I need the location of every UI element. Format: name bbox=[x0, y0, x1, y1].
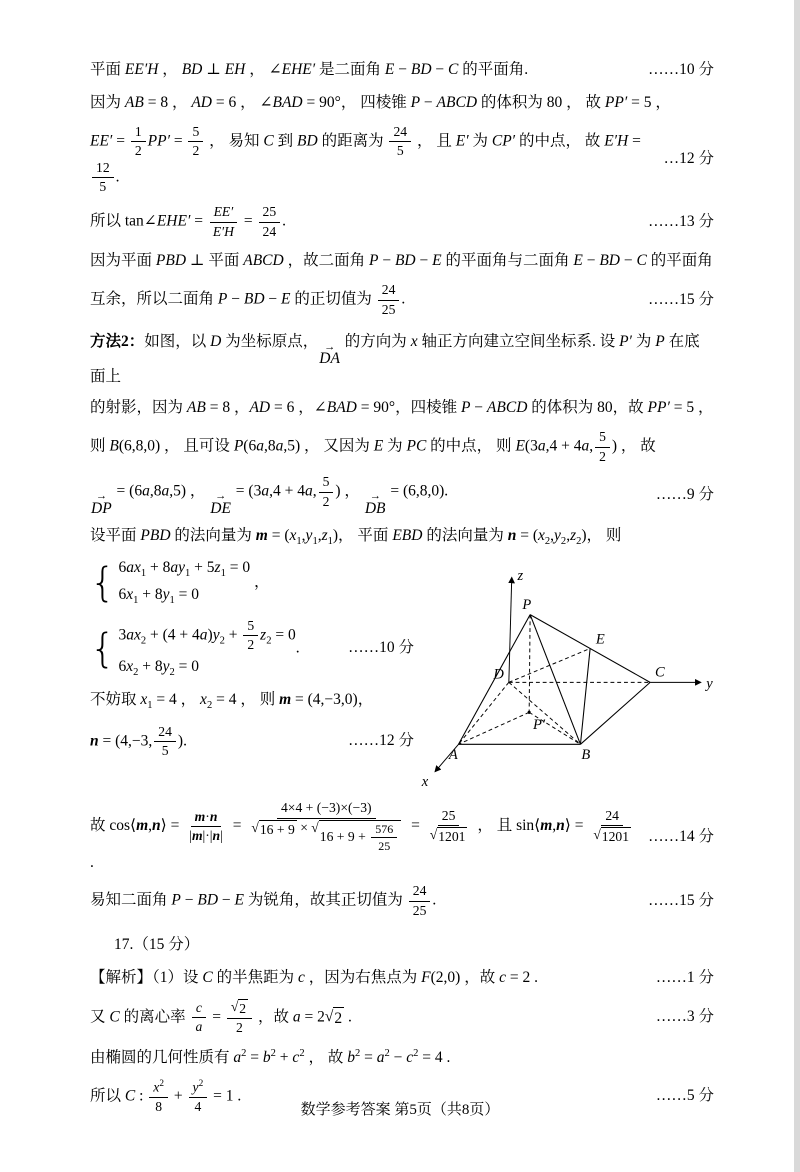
pyramid-diagram bbox=[414, 562, 714, 794]
math-text: 互余，所以二面角 P − BD − E 的正切值为 $\frac{24}{25}$ . bbox=[90, 282, 406, 317]
math-text: 所以 C : $\frac{x^2}{8}$ + $\frac{y^2}{4}$ = 1 . bbox=[90, 1078, 242, 1114]
vertex-label-P-prime: P′ bbox=[533, 716, 546, 733]
dashed-edges bbox=[459, 615, 651, 745]
vertex-label-D: D bbox=[493, 666, 504, 683]
score-mark: ……13 分 bbox=[648, 212, 714, 230]
equation-column bbox=[90, 558, 414, 794]
score-mark: ……10 分 bbox=[348, 639, 414, 657]
answer-line bbox=[90, 396, 714, 420]
math-text: 平面 EE′H ， BD ⊥ EH ， ∠EHE′ 是二面角 E − BD − C 的平面角. bbox=[90, 60, 529, 78]
score-mark: ……15 分 bbox=[648, 290, 714, 308]
answer-line-method2 bbox=[90, 332, 714, 388]
answer-line bbox=[90, 58, 714, 82]
axis-label-x: x bbox=[421, 774, 429, 791]
score-mark: ……12 分 bbox=[348, 732, 414, 750]
page-footer: 数学参考答案 第5页（共8页） bbox=[300, 1102, 500, 1118]
page-edge-strip bbox=[794, 0, 800, 1172]
score-mark: ……15 分 bbox=[648, 891, 714, 909]
math-text: 17.（15 分） bbox=[114, 935, 200, 953]
answer-line-jiexi bbox=[90, 966, 714, 990]
solid-edges bbox=[459, 615, 651, 745]
score-mark: ……10 分 bbox=[648, 60, 714, 78]
vertex-label-P: P bbox=[522, 596, 532, 613]
answer-line bbox=[90, 883, 714, 919]
score-mark: ……9 分 bbox=[655, 485, 714, 503]
math-text: n = (4,−3, $\frac{24}{5}$ ). bbox=[90, 723, 187, 759]
answer-line bbox=[90, 724, 414, 760]
answer-line bbox=[90, 91, 714, 115]
math-text: 易知二面角 P − BD − E 为锐角，故其正切值为 $\frac{24}{25}$ . bbox=[90, 883, 437, 918]
math-text: 方法2：如图，以 D 为坐标原点， → DA 的方向为 x 轴正方向建立空间坐标系. 设 P′ 为 P 在底面上 bbox=[90, 332, 700, 385]
math-text: 故 cos⟨m,n⟩ = $\frac{m\cdot n}{|m|\cdot|n|}$ = 4×4 + (−3)×(−3) √ 16 + 9 × √ 16 + 9 + $\frac{576}{25}$ = 25 √ 1201 ， 且 sin⟨m,n⟩ = 24 √ 1201 . bbox=[90, 800, 630, 872]
answer-line bbox=[90, 124, 714, 195]
math-text: { $3ax_2 + (4 + 4a)y_2$ + $\frac{5}{2}$ $z_2 = 0$ $6x_2 + 8y_2 = 0$ . bbox=[90, 617, 300, 678]
math-text: 所以 tan∠EHE′ = $\frac{EE'}{E'H}$ = $\frac{25}{24}$ . bbox=[90, 204, 286, 239]
math-text: 因为 AB = 8 ， AD = 6 ， ∠BAD = 90°， 四棱锥 P − ABCD 的体积为 80 ， 故 PP′ = 5 ， bbox=[90, 93, 671, 111]
foot-point bbox=[528, 711, 531, 714]
math-text: 【解析】（1）设 C 的半焦距为 c ，因为右焦点为 F(2,0) ，故 c = 2 . bbox=[90, 968, 538, 986]
vertex-labels bbox=[421, 568, 714, 790]
score-mark: ……3 分 bbox=[655, 1008, 714, 1026]
math-text: → DP = (6a,8a,5) ， → DE = (3a,4 + 4a, $\frac{5}{2}$ ) ， → DB = (6,8,0). bbox=[91, 474, 449, 517]
vertex-label-B: B bbox=[581, 746, 591, 763]
axis-label-y: y bbox=[706, 676, 713, 693]
answer-line bbox=[90, 1046, 714, 1070]
vertex-label-C: C bbox=[654, 664, 665, 681]
math-text: { $6ax_1 + 8ay_1 + 5z_1 = 0$ $6x_1 + 8y_1 = 0$ ， bbox=[90, 559, 270, 607]
math-text: 的射影，因为 AB = 8 ，AD = 6 ，∠BAD = 90°，四棱锥 P − ABCD 的体积为 80，故 PP′ = 5 ， bbox=[90, 398, 714, 416]
answer-line-cos bbox=[90, 800, 714, 874]
score-mark: ……1 分 bbox=[655, 968, 714, 986]
answer-line bbox=[90, 999, 714, 1037]
answer-line bbox=[90, 690, 414, 714]
diagram-column bbox=[414, 558, 714, 794]
answer-line bbox=[90, 474, 714, 516]
answer-line bbox=[90, 204, 714, 240]
answer-line bbox=[90, 282, 714, 318]
score-mark: ……5 分 bbox=[655, 1087, 714, 1105]
axis-label-z: z bbox=[517, 567, 524, 584]
math-text: 由椭圆的几何性质有 $a^2 = b^2 + c^2$ ， 故 $b^2 = a^2 - c^2 = 4$ . bbox=[90, 1047, 451, 1066]
math-text: 不妨取 $x_1 = 4$ ， $x_2 = 4$ ， 则 m = (4,−3,0)， bbox=[90, 691, 374, 712]
score-mark: ……14 分 bbox=[648, 827, 714, 845]
vertex-label-E: E bbox=[595, 631, 605, 648]
equation-system-1 bbox=[90, 558, 414, 608]
math-text: EE′ = $\frac{1}{2}$ PP′ = $\frac{5}{2}$ ， 易知 C 到 BD 的距离为 $\frac{24}{5}$ ， 且 E′ 为 CP′ 的中点， 故 E′H = $\frac{12}{5}$ . bbox=[90, 124, 641, 195]
equation-system-2 bbox=[90, 618, 414, 680]
math-text: 则 B(6,8,0) ， 且可设 P(6a,8a,5) ， 又因为 E 为 PC 的中点， 则 E(3a,4 + 4a, $\frac{5}{2}$ ) ， 故 bbox=[90, 429, 656, 464]
math-text: 因为平面 PBD ⊥ 平面 ABCD ，故二面角 P − BD − E 的平面角与二面角 E − BD − C 的平面角 bbox=[90, 251, 713, 269]
question-17-heading bbox=[90, 933, 714, 957]
math-text: 设平面 PBD 的法向量为 $m = (x_1,y_1,z_1)$， 平面 EBD 的法向量为 $n = (x_2,y_2,z_2)$， 则 bbox=[90, 526, 622, 547]
answer-line bbox=[90, 249, 714, 273]
vertex-label-A: A bbox=[448, 746, 458, 763]
answer-line bbox=[90, 525, 714, 549]
score-mark: …12 分 bbox=[663, 150, 714, 168]
math-text: 又 C 的离心率 $\frac{c}{a}$ = √ 2 2 ，故 a = 2√ 2 . bbox=[90, 998, 352, 1036]
answer-line bbox=[90, 429, 714, 465]
equations-and-diagram bbox=[90, 558, 714, 794]
